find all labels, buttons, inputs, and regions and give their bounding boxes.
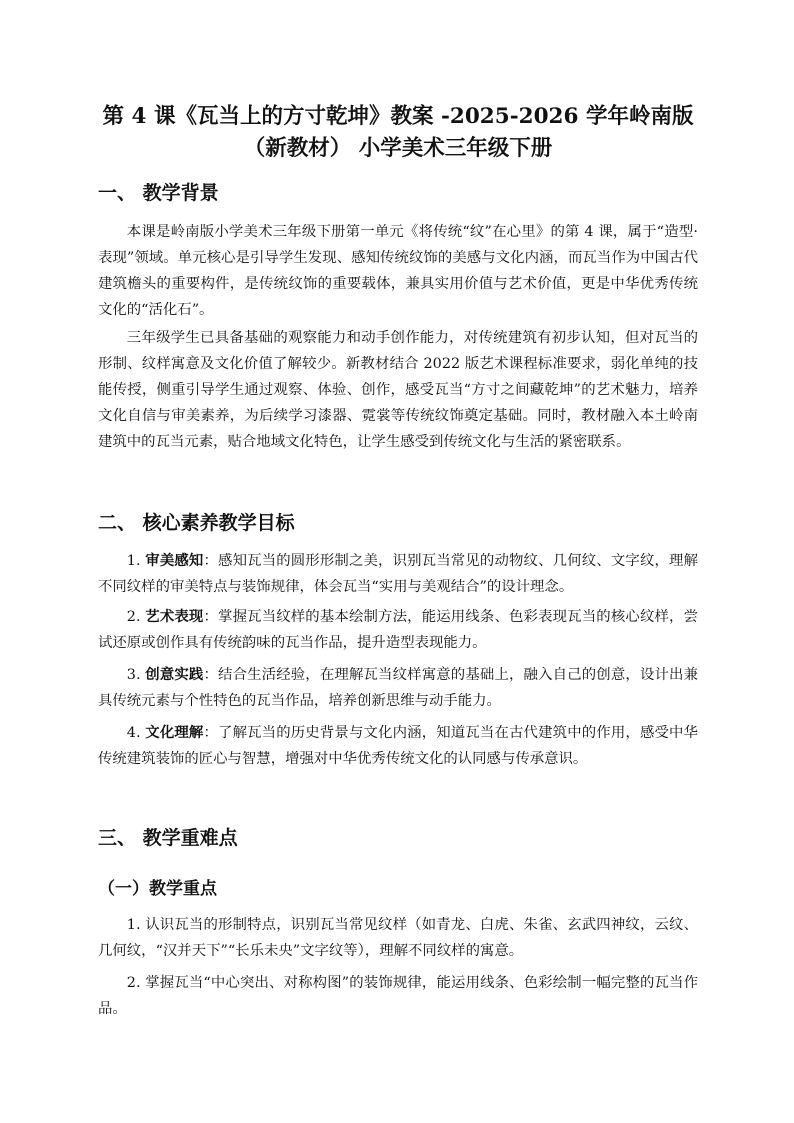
- document-title: 第 4 课《瓦当上的方寸乾坤》教案 -2025-2026 学年岭南版（新教材） 小学美术三年级下册: [102, 104, 694, 161]
- goal-item-aesthetic: [98, 548, 698, 600]
- section-heading-goals: 二、 核心素养教学目标: [98, 512, 295, 534]
- goal-text: ：了解瓦当的历史背景与文化内涵，知道瓦当在古代建筑中的作用，感受中华传统建筑装饰的匠心与智慧，增强对中华优秀传统文化的认同感与传承意识。: [98, 725, 698, 767]
- focus-point-2: 2. 掌握瓦当“中心突出、对称构图”的装饰规律，能运用线条、色彩绘制一幅完整的瓦当作品。: [98, 975, 698, 1017]
- section-heading-key-points: 三、 教学重难点: [98, 827, 238, 849]
- goal-text: ：掌握瓦当纹样的基本绘制方法，能运用线条、色彩表现瓦当的核心纹样，尝试还原或创作具有传统韵味的瓦当作品，提升造型表现能力。: [98, 609, 698, 651]
- background-paragraph-2: 三年级学生已具备基础的观察能力和动手创作能力，对传统建筑有初步认知，但对瓦当的形制、纹样寓意及文化价值了解较少。新教材结合 2022 版艺术课程标准要求，弱化单纯的技能传授，侧重引导学生通过观察、体验、创作，感受瓦当“方寸之间藏乾坤”的艺术魅力，培养文化自信与审美素养，为后续学习漆器、霓裳等传统纹饰奠定基础。同时，教材融入本土岭南建筑中的瓦当元素，贴合地域文化特色，让学生感受到传统文化与生活的紧密联系。: [98, 330, 698, 450]
- focus-point-1: 1. 认识瓦当的形制特点，识别瓦当常见纹样（如青龙、白虎、朱雀、玄武四神纹，云纹、几何纹，“汉并天下”“长乐未央”文字纹等），理解不同纹样的寓意。: [98, 917, 698, 959]
- goal-number: 3.: [126, 667, 141, 683]
- goal-number: 4.: [126, 725, 141, 741]
- goal-number: 2.: [126, 609, 141, 625]
- goal-label: 审美感知: [145, 552, 204, 569]
- goal-label: 艺术表现: [145, 608, 204, 625]
- goal-number: 1.: [126, 553, 141, 569]
- goal-label: 创意实践: [145, 666, 204, 683]
- goal-text: ：感知瓦当的圆形形制之美，识别瓦当常见的动物纹、几何纹、文字纹，理解不同纹样的审美特点与装饰规律，体会瓦当“实用与美观结合”的设计理念。: [98, 553, 698, 595]
- goal-label: 文化理解: [145, 724, 204, 741]
- section-heading-background: 一、 教学背景: [98, 182, 219, 204]
- subsection-heading-focus: （一）教学重点: [98, 879, 217, 899]
- goal-item-creative: [98, 662, 698, 714]
- background-paragraph-1: 本课是岭南版小学美术三年级下册第一单元《将传统“纹”在心里》的第 4 课，属于“造型·表现”领域。单元核心是引导学生发现、感知传统纹饰的美感与文化内涵，而瓦当作为中国古代建筑檐头的重要构件，是传统纹饰的重要载体，兼具实用价值与艺术价值，更是中华优秀传统文化的“活化石”。: [98, 224, 698, 318]
- goal-item-expression: [98, 604, 698, 656]
- goal-item-culture: [98, 720, 698, 772]
- goal-text: ：结合生活经验，在理解瓦当纹样寓意的基础上，融入自己的创意，设计出兼具传统元素与个性特色的瓦当作品，培养创新思维与动手能力。: [98, 667, 698, 709]
